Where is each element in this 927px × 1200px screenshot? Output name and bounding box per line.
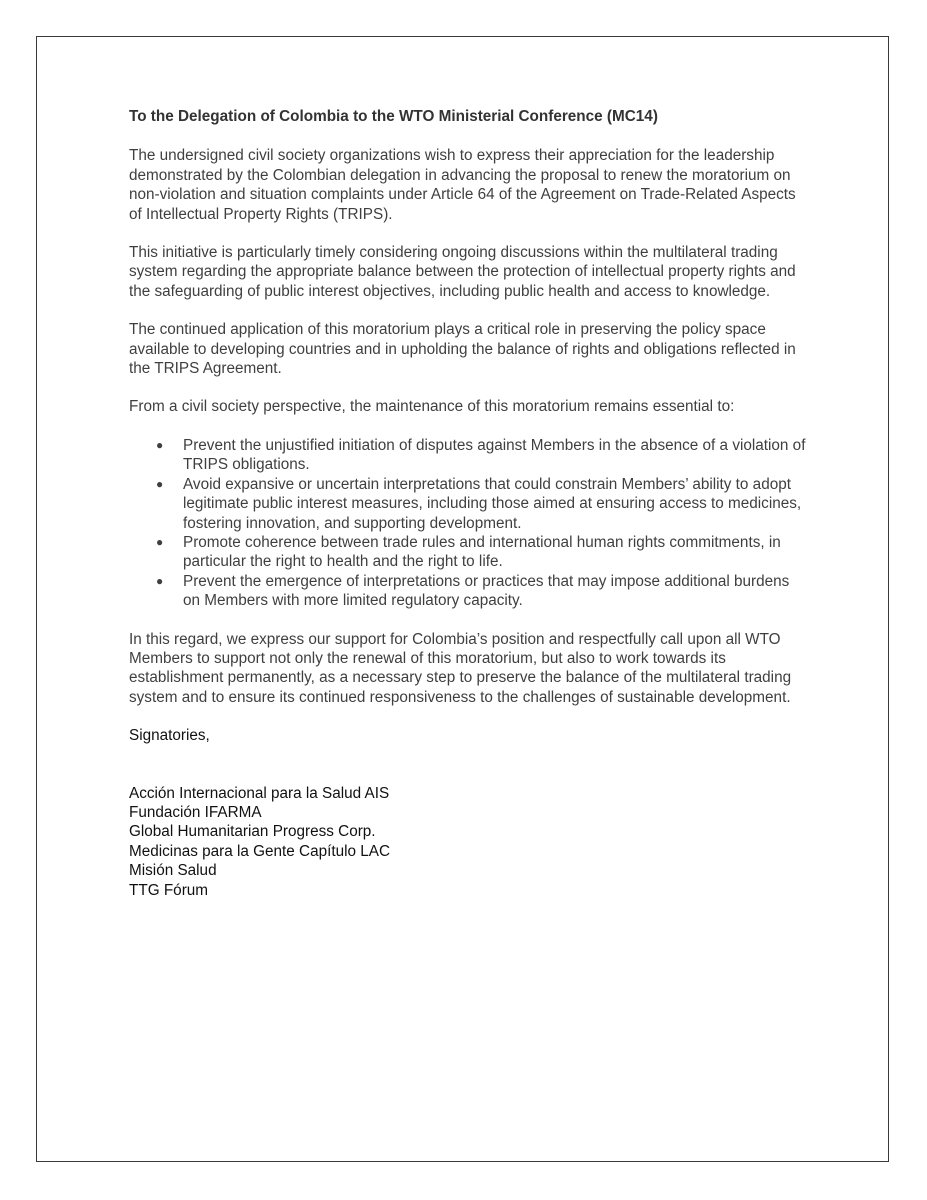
bullet-text: Prevent the unjustified initiation of disputes against Members in the absence of a violation of TRIPS obligations. [183,436,806,474]
bullet-icon: ● [156,437,164,452]
signatory-name: Global Humanitarian Progress Corp. [129,823,376,841]
bullet-text: Promote coherence between trade rules and international human rights commitments, in particular the right to health and the right to life. [183,533,781,571]
bullet-icon: ● [156,534,164,549]
paragraph-civil-society: From a civil society perspective, the maintenance of this moratorium remains essential to: [129,398,735,416]
bullet-icon: ● [156,573,164,588]
bullet-item [129,533,809,572]
signatory-name: TTG Fórum [129,881,209,899]
bullet-item [129,572,809,611]
signatories-label: Signatories, [129,727,210,745]
bullet-item [129,436,809,475]
bullet-item [129,475,809,533]
letter-heading: To the Delegation of Colombia to the WTO Ministerial Conference (MC14) [129,108,658,125]
bullet-text: Prevent the emergence of interpretations or practices that may impose additional burdens on Members with more limited regulatory capacity. [183,572,790,610]
paragraph-appreciation: The undersigned civil society organizations wish to express their appreciation for the leadership demonstrated by the Colombian delegation in advancing the proposal to renew the moratorium on non-violation and situation complaints under Article 64 of the Agreement on Trade-Related Aspects of Intellectual Property Rights (TRIPS). [129,147,796,223]
signatory-name: Misión Salud [129,862,217,880]
bullet-text: Avoid expansive or uncertain interpretations that could constrain Members’ ability to adopt legitimate public interest measures, including those aimed at ensuring access to medicines, fostering innovation, and supporting development. [183,475,802,532]
signatory-name: Acción Internacional para la Salud AIS [129,784,390,802]
signatory-name: Fundación IFARMA [129,803,262,821]
bullet-list [129,436,809,611]
paragraph-policy-space: The continued application of this moratorium plays a critical role in preserving the policy space available to developing countries and in upholding the balance of rights and obligations reflected in the TRIPS Agreement. [129,321,796,378]
bullet-icon: ● [156,476,164,491]
paragraph-timeliness: This initiative is particularly timely considering ongoing discussions within the multilateral trading system regarding the appropriate balance between the protection of intellectual property rights and the safeguarding of public interest objectives, including public health and access to knowledge. [129,244,796,300]
paragraph-closing: In this regard, we express our support for Colombia’s position and respectfully call upon all WTO Members to support not only the renewal of this moratorium, but also to work towards its establishment permanently, as a necessary step to preserve the balance of the multilateral trading system and to ensure its continued responsiveness to the challenges of sustainable development. [129,630,792,706]
letter-body [129,107,809,900]
signatory-name: Medicinas para la Gente Capítulo LAC [129,842,391,860]
signatories-list [129,784,809,900]
